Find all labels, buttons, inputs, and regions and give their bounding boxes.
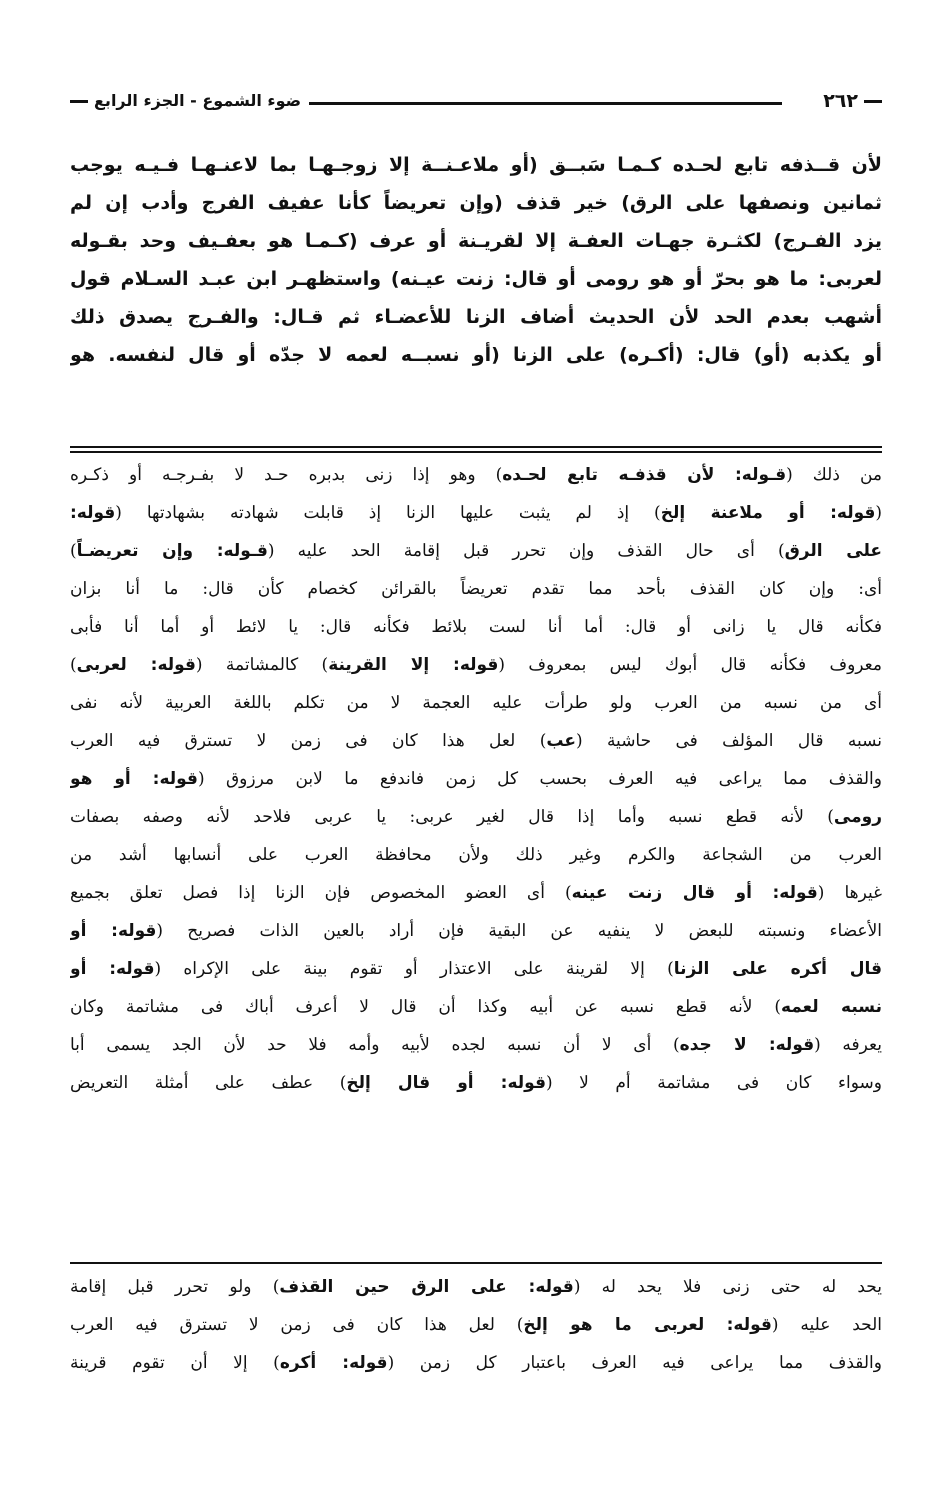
quoted-lemma: نسبه لعمه xyxy=(780,997,882,1017)
text-segment: العرب من الشجاعة والكرم وغير ذلك ولأن محافظة العرب على أنسابها أشد من xyxy=(70,845,882,865)
commentary-line xyxy=(70,874,882,912)
main-text-line: لعربى: ما هو بحرّ أو هو رومى أو قال: زنت عيـنه) واستظهـر ابن عبـد السـلام قول xyxy=(70,268,882,290)
text-segment: ) لأنه قطع نسبه عن أبيه وكذا أن قال لا أعرف أباك فى مشاتمة وكان xyxy=(70,997,781,1017)
commentary-line xyxy=(70,1064,882,1102)
quoted-lemma: قوله: أو قال زنت عينه xyxy=(571,883,818,903)
quoted-lemma: قوله: أو قال إلخ xyxy=(346,1073,546,1093)
text-segment: الحد عليه ( xyxy=(771,1315,882,1335)
text-segment: ) أى حال القذف وإن تحرر قبل إقامة الحد عليه ( xyxy=(267,541,785,561)
rule-divider xyxy=(70,1262,882,1264)
text-segment: يعرفه ( xyxy=(814,1035,882,1055)
text-segment: فكأنه قال يا زانى أو قال: أما أنا لست بلائط فكأنه قال: يا لائط أو أما أنا فأبى xyxy=(70,617,882,637)
text-segment: ) xyxy=(70,541,77,561)
commentary-line xyxy=(70,1026,882,1064)
quoted-lemma: قوله: لعربى xyxy=(76,655,196,675)
main-text-line: ثمانين ونصفها على الرق) خير قذف (وإن تعريضاً كأنا عفيف الفرج وأدب إن لم xyxy=(70,192,882,214)
commentary-line xyxy=(70,532,882,570)
quoted-lemma: عب xyxy=(546,731,576,751)
text-segment: أى: وإن كان القذف بأحد مما تقدم تعريضاً بالقرائن كخصام كأن قال: ما أنا بزان xyxy=(70,579,882,599)
text-segment: ) عطف على أمثلة التعريض xyxy=(70,1073,347,1093)
main-text xyxy=(70,146,882,374)
text-segment: ) أى لا أن نسبه لجده لأبيه وأمه فلا حد لأن الجد يسمى أبا xyxy=(70,1035,680,1055)
text-segment: ) لعل هذا كان فى زمن لا تسترق فيه العرب xyxy=(70,731,547,751)
quoted-lemma: قال أكره على الزنا xyxy=(673,959,882,979)
running-header xyxy=(70,86,882,116)
text-segment: ) أى العضو المخصوص فإن الزنا إذا فصل تعلق بجميع xyxy=(70,883,572,903)
quoted-lemma: قوله: لا جده xyxy=(679,1035,815,1055)
quoted-lemma: قوله: أو xyxy=(70,959,155,979)
quoted-lemma: على الرق xyxy=(784,541,882,561)
text-segment: معروف فكأنه قال أبوك ليس بمعروف ( xyxy=(498,655,882,675)
quoted-lemma: قوله: لعربى ما هو إلخ xyxy=(523,1315,772,1335)
gloss-line xyxy=(70,1344,882,1382)
text-segment: والقذف مما يراعى فيه العرف باعتبار كل زمن ( xyxy=(387,1353,882,1373)
double-rule-divider xyxy=(70,446,882,453)
text-segment: ) إذ لم يثبت عليها الزنا إذ قابلت شهادته بشهادتها ( xyxy=(115,503,661,523)
quoted-lemma: قـوله: لأن قذفـه تابع لحـده xyxy=(502,465,787,485)
quoted-lemma: قوله: أو هو xyxy=(70,769,198,789)
commentary-line xyxy=(70,798,882,836)
commentary-line xyxy=(70,684,882,722)
quoted-lemma: قوله: إلا القرينة xyxy=(328,655,499,675)
main-text-line: يزد الفـرج) لكثـرة جهـات العفـة إلا لقريـنة أو عرف (كـمـا هو بعفـيف وحد بقـوله xyxy=(70,230,882,252)
page-number: ٢٦٢ xyxy=(815,86,882,116)
text-segment: أى من نسبه من العرب ولو طرأت عليه العجمة لا من تكلم باللغة العربية لأنه نفى xyxy=(70,693,882,713)
text-segment: يحد له حتى زنى فلا يحد له ( xyxy=(573,1277,882,1297)
quoted-lemma: قوله: على الرق حين القذف xyxy=(279,1277,574,1297)
gloss-text xyxy=(70,1268,882,1382)
quoted-lemma: قوله: أو ملاعنة إلخ xyxy=(660,503,876,523)
commentary-line xyxy=(70,912,882,950)
text-segment: ) لعل هذا كان فى زمن لا تسترق فيه العرب xyxy=(70,1315,524,1335)
main-text-line: لأن قــذفه تابع لحـده كـمـا سَبــق (أو ملاعـنــة إلا زوجـهـا بما لاعنـهـا فـيـه يوجب xyxy=(70,154,882,176)
commentary-line xyxy=(70,570,882,608)
text-segment: ) إلا لقرينة على الاعتذار أو تقوم بينة على الإكراه ( xyxy=(154,959,674,979)
quoted-lemma: قـوله: وإن تعريضـاً xyxy=(76,541,268,561)
text-segment: وسواء كان فى مشاتمة أم لا ( xyxy=(545,1073,882,1093)
commentary-line xyxy=(70,836,882,874)
quoted-lemma: قوله: أو xyxy=(70,921,157,941)
main-text-line: أشهب بعدم الحد لأن الحديث أضاف الزنا للأعضـاء ثم قـال: والفـرج يصدق ذلك xyxy=(70,306,882,328)
text-segment: ( xyxy=(875,503,882,523)
text-segment: ) وهو إذا زنى بدبره حـد لا بفـرجـه أو ذكـره xyxy=(70,465,503,485)
text-segment: ) xyxy=(70,655,77,675)
commentary-line xyxy=(70,988,882,1026)
commentary-line xyxy=(70,722,882,760)
book-title: ضوء الشموع - الجزء الرابع xyxy=(70,86,309,116)
gloss-line xyxy=(70,1306,882,1344)
text-segment: نسبه قال المؤلف فى حاشية ( xyxy=(575,731,882,751)
commentary-line xyxy=(70,646,882,684)
commentary-text xyxy=(70,456,882,1102)
text-segment: ) ولو تحرر قبل إقامة xyxy=(70,1277,280,1297)
text-segment: ) كالمشاتمة ( xyxy=(195,655,329,675)
quoted-lemma: قوله: xyxy=(70,503,116,523)
main-text-line: أو يكذبه (أو) قال: (أكـره) على الزنا (أو نسبــه لعمه لا جدّه أو قال لنفسه. هو xyxy=(70,344,882,366)
text-segment: ) لأنه قطع نسبه وأما إذا قال لغير عربى: يا عربى فلاحد لأنه وصفه بصفات xyxy=(70,807,834,827)
text-segment: من ذلك ( xyxy=(786,465,882,485)
commentary-line xyxy=(70,950,882,988)
commentary-line xyxy=(70,456,882,494)
commentary-line xyxy=(70,494,882,532)
text-segment: ) إلا أن تقوم قرينة xyxy=(70,1353,280,1373)
commentary-line xyxy=(70,760,882,798)
commentary-line xyxy=(70,608,882,646)
text-segment: الأعضاء ونسبته للبعض لا ينفيه عن البقية فإن أراد بالعين الذات فصريح ( xyxy=(156,921,882,941)
text-segment: والقذف مما يراعى فيه العرف بحسب كل زمن فاندفع ما لابن مرزوق ( xyxy=(197,769,882,789)
quoted-lemma: قوله: أكره xyxy=(279,1353,388,1373)
gloss-line xyxy=(70,1268,882,1306)
quoted-lemma: رومى xyxy=(833,807,882,827)
text-segment: غيرها ( xyxy=(817,883,882,903)
